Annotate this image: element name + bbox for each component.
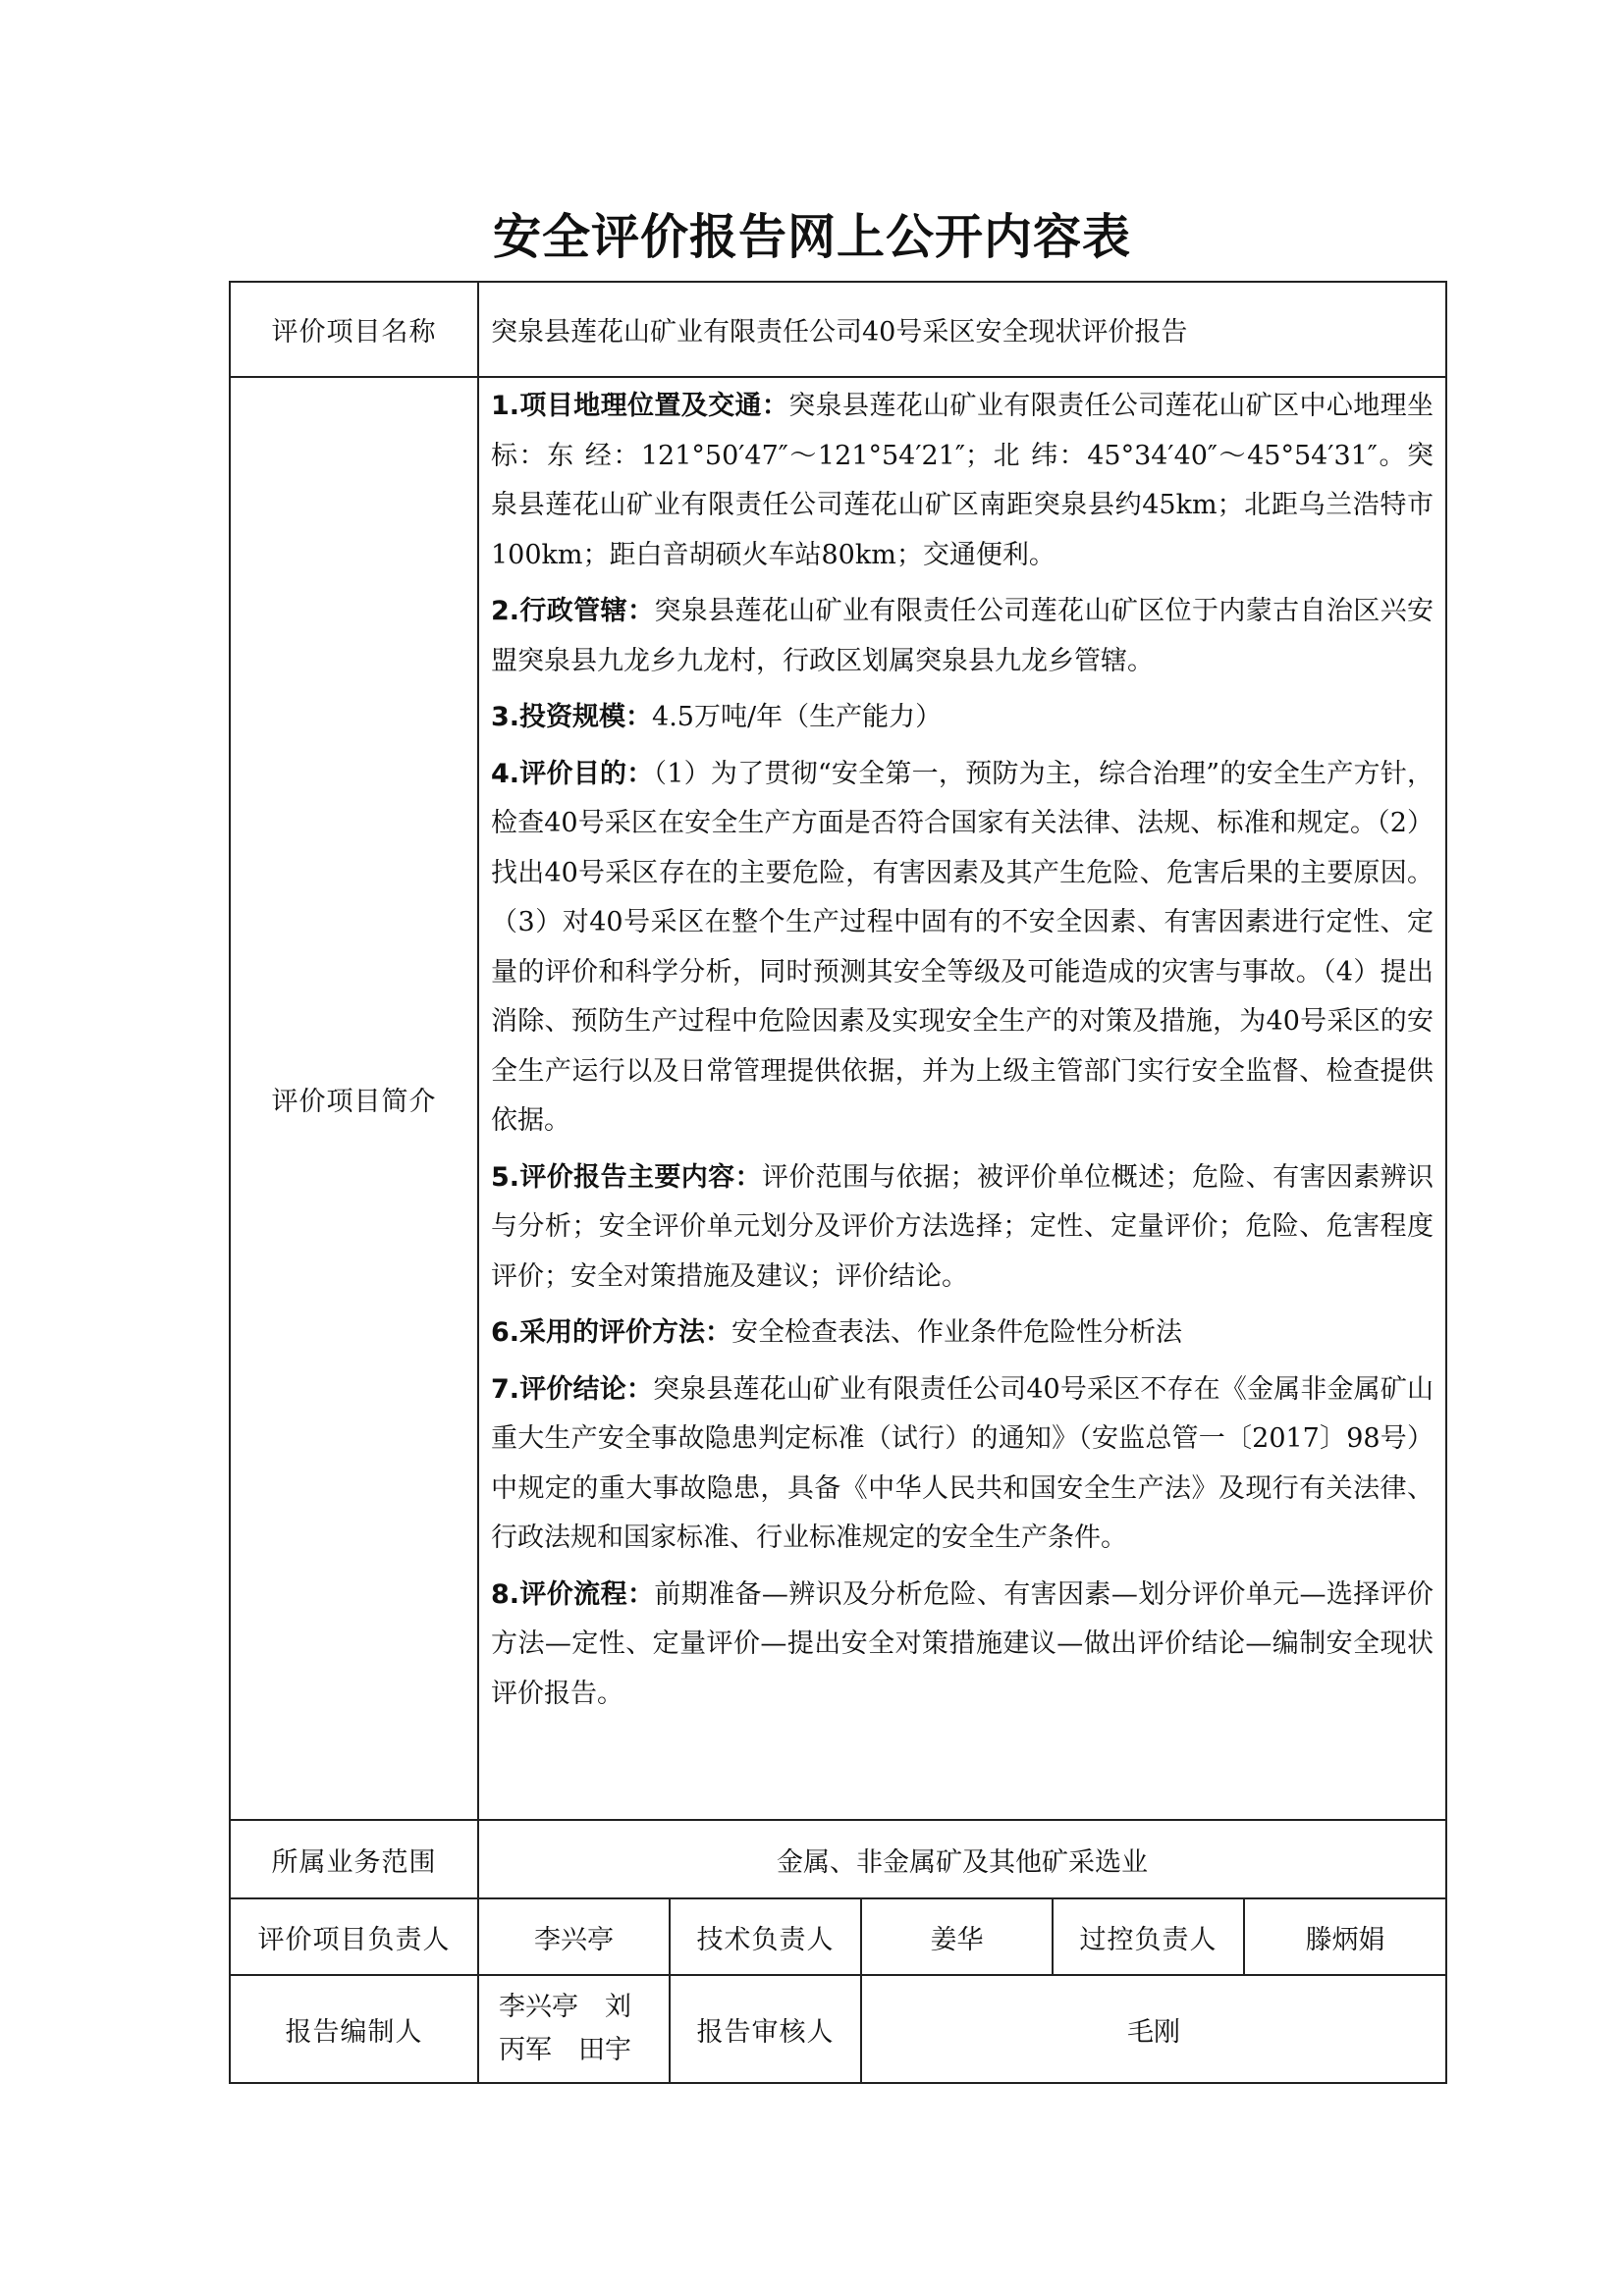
section-heading: 7.评价结论： [491, 1373, 654, 1405]
section-text: 突泉县莲花山矿业有限责任公司莲花山矿区中心地理坐标：东 经：121°50′47″～121°54′21″；北 纬：45°34′40″～45°54′31″。突泉县莲花山矿业有限责任公司莲花山矿区南距突泉县约45km；北距乌兰浩特市100km；距白音胡硕火车站80km；交通便利。 [491, 391, 1434, 570]
tech-lead-label: 技术负责人 [670, 1898, 861, 1975]
intro-section-investment [491, 693, 1434, 743]
editors-label: 报告编制人 [230, 1975, 478, 2083]
project-intro-row [230, 377, 1446, 1820]
section-heading: 8.评价流程： [491, 1578, 655, 1610]
project-name-row [230, 282, 1446, 377]
business-scope-row [230, 1820, 1446, 1898]
section-heading: 4.评价目的： [491, 758, 654, 789]
section-text: 突泉县莲花山矿业有限责任公司40号采区不存在《金属非金属矿山重大生产安全事故隐患判定标准（试行）的通知》（安监总管一〔2017〕98号）中规定的重大事故隐患，具备《中华人民共和国安全生产法》及现行有关法律、行政法规和国家标准、行业标准规定的安全生产条件。 [491, 1373, 1434, 1553]
project-name-label: 评价项目名称 [230, 282, 478, 377]
project-intro-content [478, 377, 1446, 1820]
section-text: 评价范围与依据；被评价单位概述；危险、有害因素辨识与分析；安全评价单元划分及评价方法选择；定性、定量评价；危险、危害程度评价；安全对策措施及建议；评价结论。 [491, 1161, 1435, 1292]
section-text: 突泉县莲花山矿业有限责任公司莲花山矿区位于内蒙古自治区兴安盟突泉县九龙乡九龙村，行政区划属突泉县九龙乡管辖。 [491, 596, 1435, 676]
tech-lead-value: 姜华 [861, 1898, 1053, 1975]
project-intro-label: 评价项目简介 [230, 377, 478, 1820]
intro-section-process [491, 1571, 1434, 1720]
intro-section-methods [491, 1308, 1434, 1359]
reviewer-label: 报告审核人 [670, 1975, 861, 2083]
project-lead-value: 李兴亭 [478, 1898, 670, 1975]
report-staff-row [230, 1975, 1446, 2083]
disclosure-table [229, 281, 1447, 2084]
intro-section-jurisdiction [491, 587, 1434, 686]
section-text: 4.5万吨/年（生产能力） [652, 702, 943, 732]
business-scope-value: 金属、非金属矿及其他矿采选业 [478, 1820, 1446, 1898]
process-lead-value: 滕炳娟 [1244, 1898, 1446, 1975]
process-lead-label: 过控负责人 [1053, 1898, 1244, 1975]
page-title: 安全评价报告网上公开内容表 [492, 209, 1131, 265]
section-heading: 2.行政管辖： [491, 596, 655, 626]
editors-line: 李兴亭 刘 [499, 1992, 631, 2022]
intro-section-conclusion [491, 1365, 1434, 1564]
editors-value [478, 1975, 670, 2083]
section-text: 安全检查表法、作业条件危险性分析法 [731, 1317, 1183, 1348]
reviewer-value: 毛刚 [861, 1975, 1446, 2083]
section-heading: 1.项目地理位置及交通： [491, 391, 789, 421]
intro-section-purpose [491, 750, 1434, 1147]
section-heading: 5.评价报告主要内容： [491, 1161, 762, 1193]
business-scope-label: 所属业务范围 [230, 1820, 478, 1898]
section-text: 前期准备—辨识及分析危险、有害因素—划分评价单元—选择评价方法—定性、定量评价—提出安全对策措施建议—做出评价结论—编制安全现状评价报告。 [491, 1578, 1435, 1709]
intro-section-contents [491, 1153, 1434, 1303]
project-lead-label: 评价项目负责人 [230, 1898, 478, 1975]
responsibles-row [230, 1898, 1446, 1975]
section-heading: 6.采用的评价方法： [491, 1317, 732, 1348]
intro-section-location [491, 382, 1434, 580]
section-heading: 3.投资规模： [491, 702, 653, 732]
section-text: （1）为了贯彻“安全第一，预防为主，综合治理”的安全生产方针，检查40号采区在安全生产方面是否符合国家有关法律、法规、标准和规定。（2）找出40号采区存在的主要危险，有害因素及其产生危险、危害后果的主要原因。（3）对40号采区在整个生产过程中固有的不安全因素、有害因素进行定性、定量的评价和科学分析，同时预测其安全等级及可能造成的灾害与事故。（4）提出消除、预防生产过程中危险因素及实现安全生产的对策及措施，为40号采区的安全生产运行以及日常管理提供依据，并为上级主管部门实行安全监督、检查提供依据。 [491, 758, 1434, 1136]
editors-line: 丙军 田宇 [499, 2035, 631, 2065]
project-name-value: 突泉县莲花山矿业有限责任公司40号采区安全现状评价报告 [478, 282, 1446, 377]
